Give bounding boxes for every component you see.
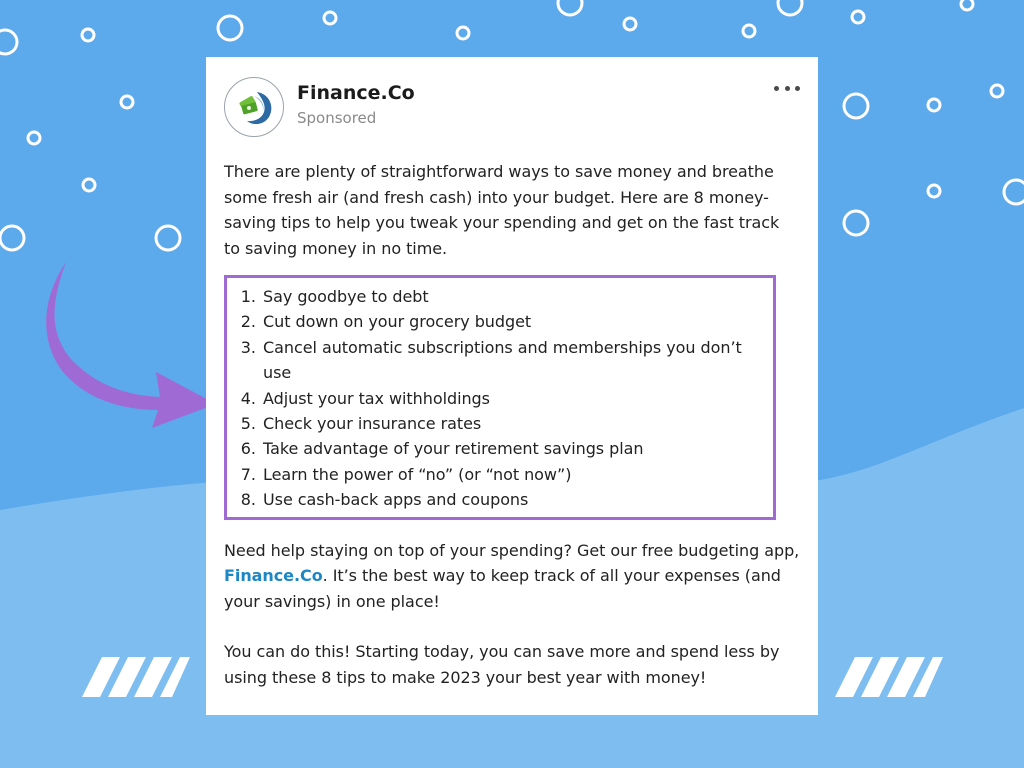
intro-paragraph: There are plenty of straightforward ways to save money and breathe some fresh air (and fresh cash) into your budget. Here are 8 money-saving tips to help you tweak your spending and get on the fast track to saving money in no time. xyxy=(224,162,780,258)
list-item: 3. Cancel automatic subscriptions and memberships you don’t use xyxy=(261,335,765,386)
brand-name[interactable]: Finance.Co xyxy=(297,82,415,104)
list-item: 1. Say goodbye to debt xyxy=(261,284,765,309)
bubble-icon xyxy=(218,16,242,40)
bubble-icon xyxy=(82,29,94,41)
list-item: 8. Use cash-back apps and coupons xyxy=(261,487,765,512)
bubble-icon xyxy=(457,27,469,39)
bubble-icon xyxy=(28,132,40,144)
list-item: 7. Learn the power of “no” (or “not now”) xyxy=(261,462,765,487)
bubble-icon xyxy=(844,94,868,118)
bubble-icon xyxy=(743,25,755,37)
bubble-icon xyxy=(121,96,133,108)
help-text-after: . It’s the best way to keep track of all your expenses (and your savings) in one place! xyxy=(224,566,781,611)
list-item: 6. Take advantage of your retirement savings plan xyxy=(261,436,765,461)
help-paragraph xyxy=(224,538,800,615)
help-text-before: Need help staying on top of your spending? Get our free budgeting app, xyxy=(224,540,800,560)
bubble-icon xyxy=(0,30,17,54)
closing-paragraph: You can do this! Starting today, you can save more and spend less by using these 8 tips to make 2023 your best year with money! xyxy=(224,642,780,687)
tips-box xyxy=(224,275,776,520)
bubble-icon xyxy=(324,12,336,24)
money-wave-logo-icon xyxy=(231,84,277,130)
brand-logo-avatar[interactable] xyxy=(224,77,284,137)
ellipsis-icon[interactable] xyxy=(774,83,800,93)
bubble-icon xyxy=(558,0,582,15)
list-item: 5. Check your insurance rates xyxy=(261,411,765,436)
bubble-icon xyxy=(844,211,868,235)
bubble-icon xyxy=(156,226,180,250)
bubble-icon xyxy=(852,11,864,23)
bubble-icon xyxy=(928,185,940,197)
sponsored-post-card xyxy=(206,57,818,715)
bubble-icon xyxy=(961,0,973,10)
bubble-icon xyxy=(1004,180,1024,204)
bubble-icon xyxy=(0,226,24,250)
post-header xyxy=(224,77,800,141)
app-link[interactable]: Finance.Co xyxy=(224,566,323,586)
list-item: 2. Cut down on your grocery budget xyxy=(261,309,765,334)
sponsored-label: Sponsored xyxy=(297,109,377,127)
bubble-icon xyxy=(991,85,1003,97)
list-item: 4. Adjust your tax withholdings xyxy=(261,386,765,411)
bubble-icon xyxy=(83,179,95,191)
tips-list xyxy=(237,284,765,513)
bubble-icon xyxy=(928,99,940,111)
curved-arrow-icon xyxy=(46,262,216,428)
bubble-icon xyxy=(778,0,802,15)
bubble-icon xyxy=(624,18,636,30)
